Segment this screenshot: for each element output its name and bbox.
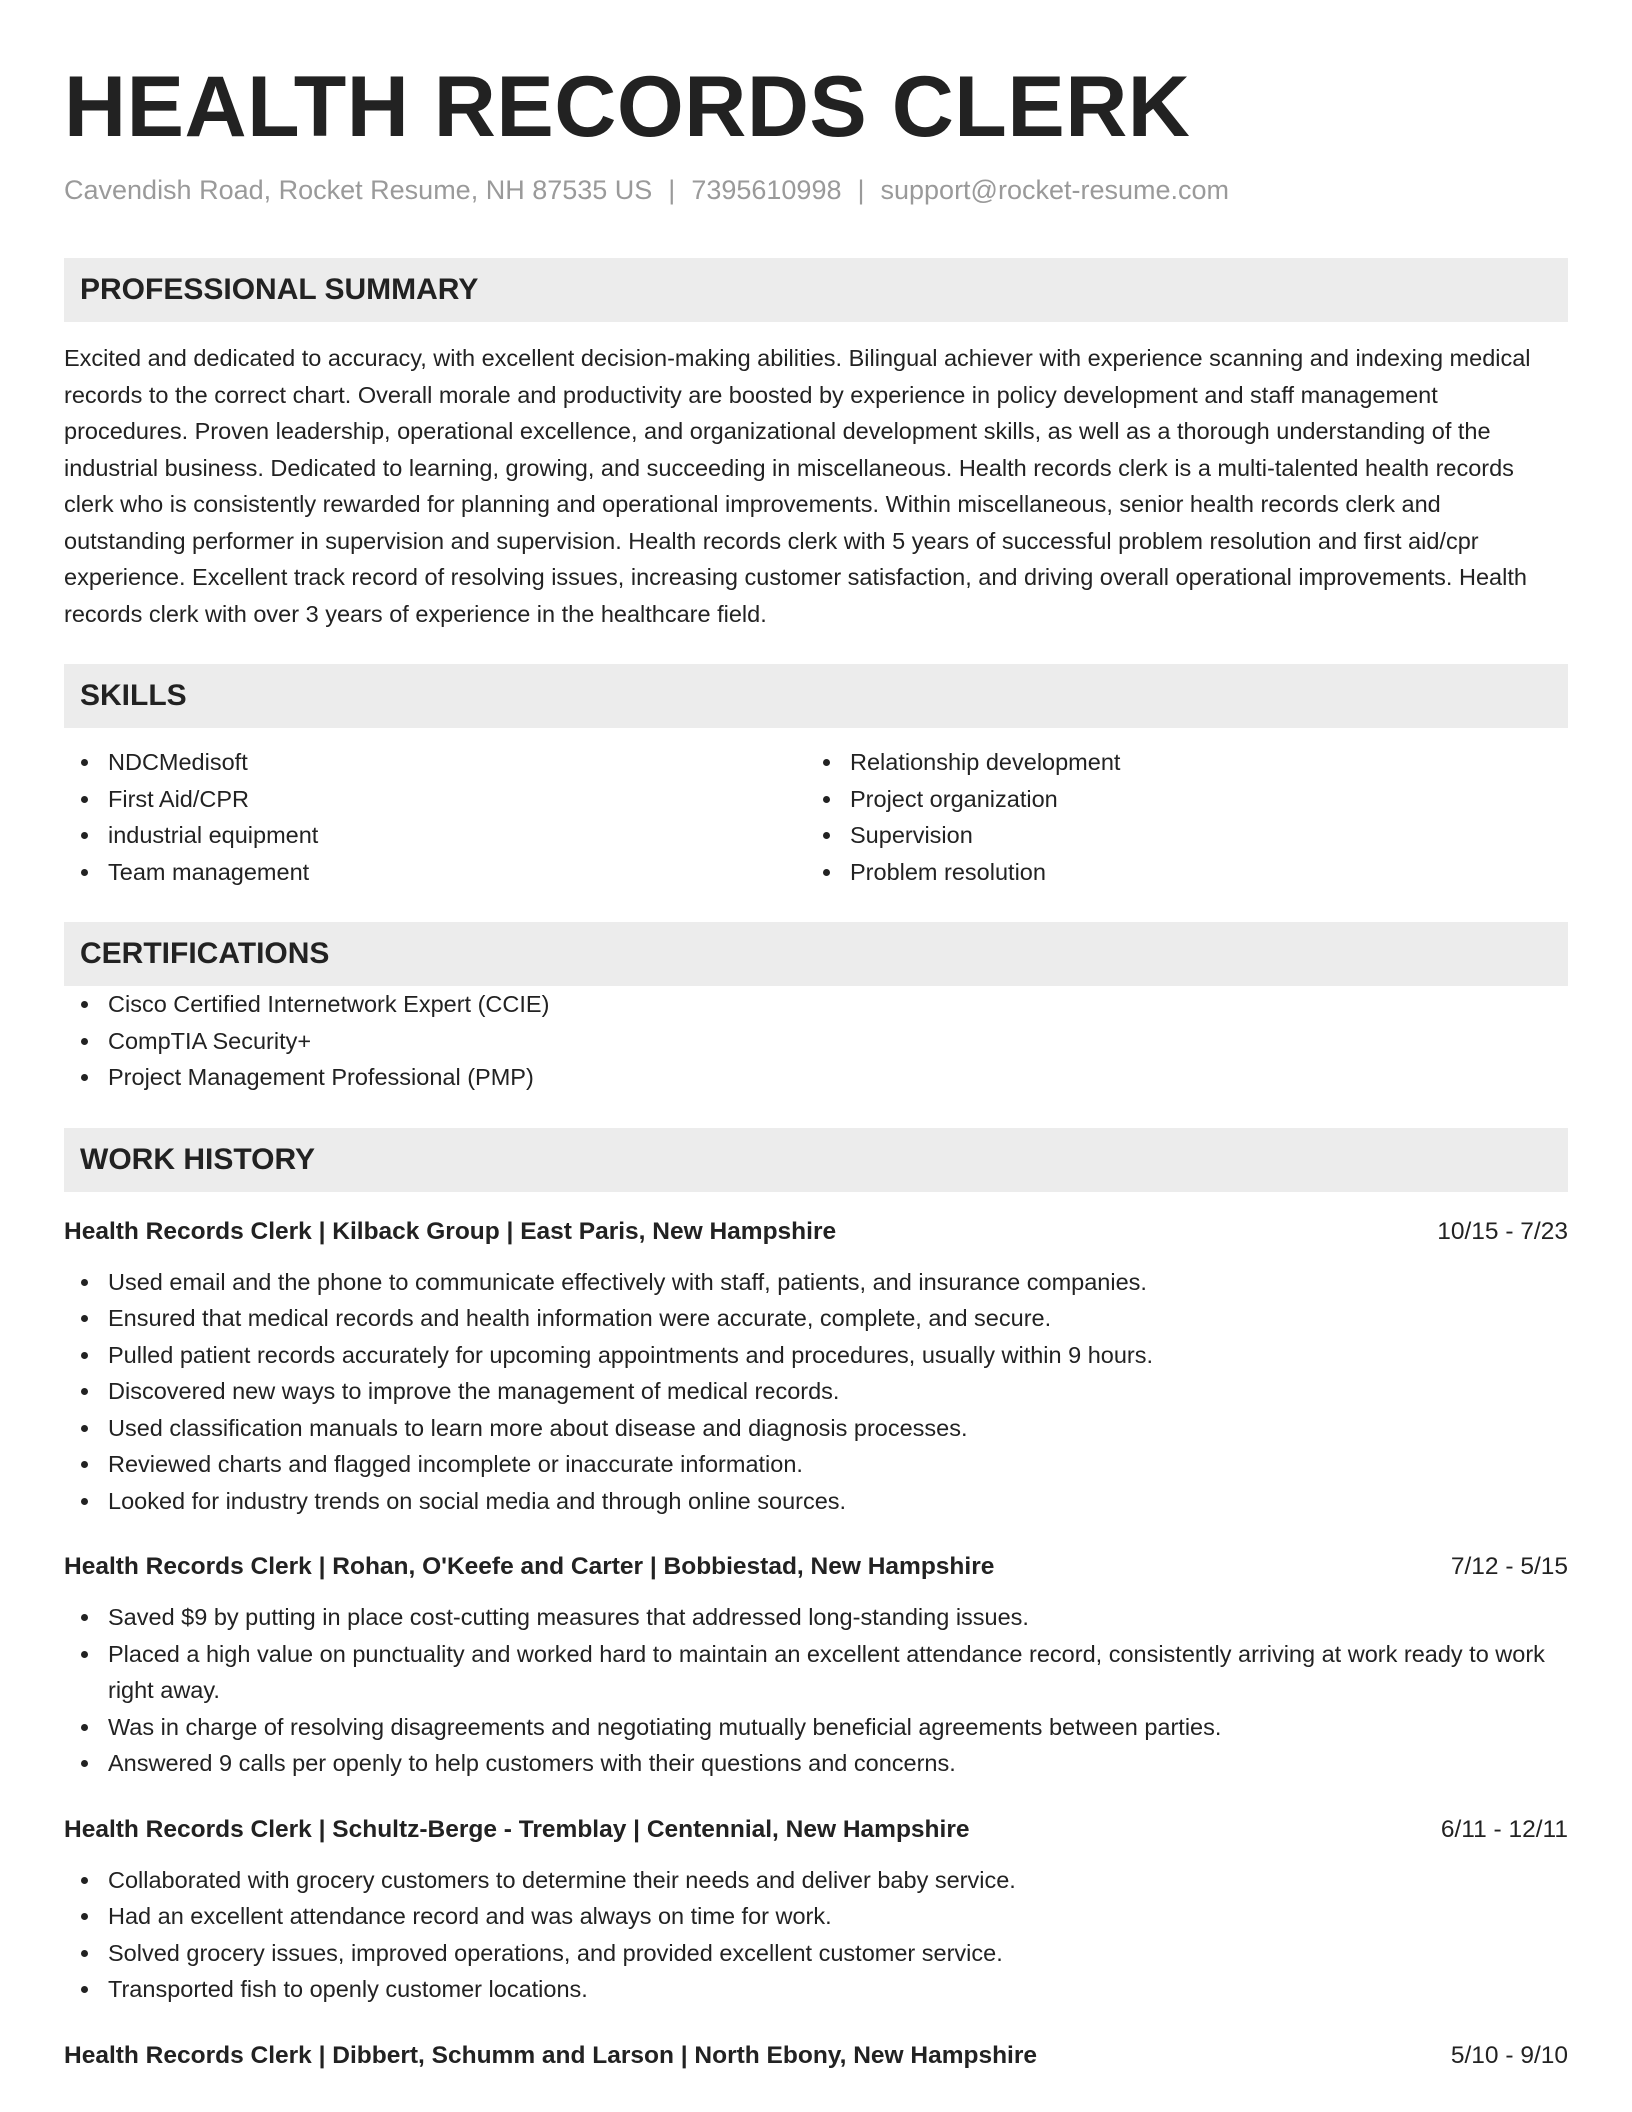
section-heading-skills: SKILLS: [64, 664, 1568, 728]
certification-item: Project Management Professional (PMP): [64, 1059, 1568, 1096]
skill-item: NDCMedisoft: [64, 744, 806, 781]
job-entry: [64, 2038, 1568, 2074]
job-bullets: [64, 1264, 1568, 1520]
job-header: [64, 1549, 1568, 1585]
job-bullet: Was in charge of resolving disagreements and negotiating mutually beneficial agreements between parties.: [64, 1709, 1568, 1746]
job-title: Health Records Clerk | Dibbert, Schumm and Larson | North Ebony, New Hampshire: [64, 2041, 1038, 2069]
job-bullet: Had an excellent attendance record and was always on time for work.: [64, 1898, 1568, 1935]
job-header: [64, 1214, 1568, 1250]
skill-item: industrial equipment: [64, 817, 806, 854]
skill-item: Problem resolution: [806, 854, 1548, 891]
job-bullet: Discovered new ways to improve the management of medical records.: [64, 1373, 1568, 1410]
job-header: [64, 2038, 1568, 2074]
skill-item: Project organization: [806, 781, 1548, 818]
job-bullet: Pulled patient records accurately for upcoming appointments and procedures, usually within 9 hours.: [64, 1337, 1568, 1374]
job-title: Health Records Clerk | Rohan, O'Keefe and Carter | Bobbiestad, New Hampshire: [64, 1553, 995, 1580]
job-bullets: [64, 1862, 1568, 2008]
job-entry: [64, 1549, 1568, 1782]
job-bullet: Used email and the phone to communicate effectively with staff, patients, and insurance companies.: [64, 1264, 1568, 1301]
certification-item: Cisco Certified Internetwork Expert (CCIE): [64, 986, 1568, 1023]
skill-item: Relationship development: [806, 744, 1548, 781]
skills-grid: [64, 744, 1568, 890]
contact-separator: |: [668, 175, 676, 205]
job-bullet: Solved grocery issues, improved operations, and provided excellent customer service.: [64, 1935, 1568, 1972]
job-dates: 10/15 - 7/23: [1437, 1217, 1568, 1245]
section-heading-summary: PROFESSIONAL SUMMARY: [64, 258, 1568, 322]
job-header: [64, 1812, 1568, 1848]
contact-separator: |: [857, 175, 865, 205]
job-bullets: [64, 1599, 1568, 1782]
job-dates: 6/11 - 12/11: [1440, 1815, 1568, 1843]
section-heading-certifications: CERTIFICATIONS: [64, 922, 1568, 986]
skills-list-left: [64, 744, 806, 890]
job-bullet: Used classification manuals to learn more about disease and diagnosis processes.: [64, 1410, 1568, 1447]
contact-phone: 7395610998: [691, 175, 842, 205]
job-bullet: Ensured that medical records and health information were accurate, complete, and secure.: [64, 1300, 1568, 1337]
summary-text: Excited and dedicated to accuracy, with excellent decision-making abilities. Bilingual achiever with experience scanning and indexing medical records to the correct chart. Overall morale and productivity are boosted by experience in policy development and staff management procedures. Proven leadership, operational excellence, and organizational development skills, as well as a thorough understanding of the industrial business. Dedicated to learning, growing, and succeeding in miscellaneous. Health records clerk is a multi-talented health records clerk who is consistently rewarded for planning and operational improvements. Within miscellaneous, senior health records clerk and outstanding performer in supervision and supervision. Health records clerk with 5 years of successful problem resolution and first aid/cpr experience. Excellent track record of resolving issues, increasing customer satisfaction, and driving overall operational improvements. Health records clerk with over 3 years of experience in the healthcare field.: [64, 345, 1531, 627]
skill-item: Team management: [64, 854, 806, 891]
job-bullet: Answered 9 calls per openly to help customers with their questions and concerns.: [64, 1745, 1568, 1782]
job-bullet: Collaborated with grocery customers to determine their needs and deliver baby service.: [64, 1862, 1568, 1899]
job-title: Health Records Clerk | Schultz-Berge - Tremblay | Centennial, New Hampshire: [64, 1815, 970, 1843]
job-bullet: Saved $9 by putting in place cost-cutting measures that addressed long-standing issues.: [64, 1599, 1568, 1636]
job-dates: 7/12 - 5/15: [1450, 1553, 1568, 1580]
job-bullet: Placed a high value on punctuality and worked hard to maintain an excellent attendance record, consistently arriving at work ready to work right away.: [64, 1636, 1568, 1709]
contact-address: Cavendish Road, Rocket Resume, NH 87535 US: [64, 175, 653, 205]
skills-list-right: [806, 744, 1548, 890]
job-bullet: Transported fish to openly customer locations.: [64, 1971, 1568, 2008]
certifications-list: [64, 986, 1568, 1096]
job-entry: [64, 1812, 1568, 2008]
skill-item: First Aid/CPR: [64, 781, 806, 818]
job-dates: 5/10 - 9/10: [1450, 2041, 1568, 2069]
job-bullet: Reviewed charts and flagged incomplete or inaccurate information.: [64, 1446, 1568, 1483]
certification-item: CompTIA Security+: [64, 1023, 1568, 1060]
job-entry: [64, 1214, 1568, 1520]
section-heading-work-history: WORK HISTORY: [64, 1128, 1568, 1192]
skill-item: Supervision: [806, 817, 1548, 854]
contact-line: [64, 172, 1568, 208]
contact-email: support@rocket-resume.com: [880, 175, 1230, 205]
resume-name: HEALTH RECORDS CLERK: [64, 59, 1191, 155]
job-bullet: Looked for industry trends on social media and through online sources.: [64, 1483, 1568, 1520]
job-title: Health Records Clerk | Kilback Group | East Paris, New Hampshire: [64, 1217, 837, 1245]
